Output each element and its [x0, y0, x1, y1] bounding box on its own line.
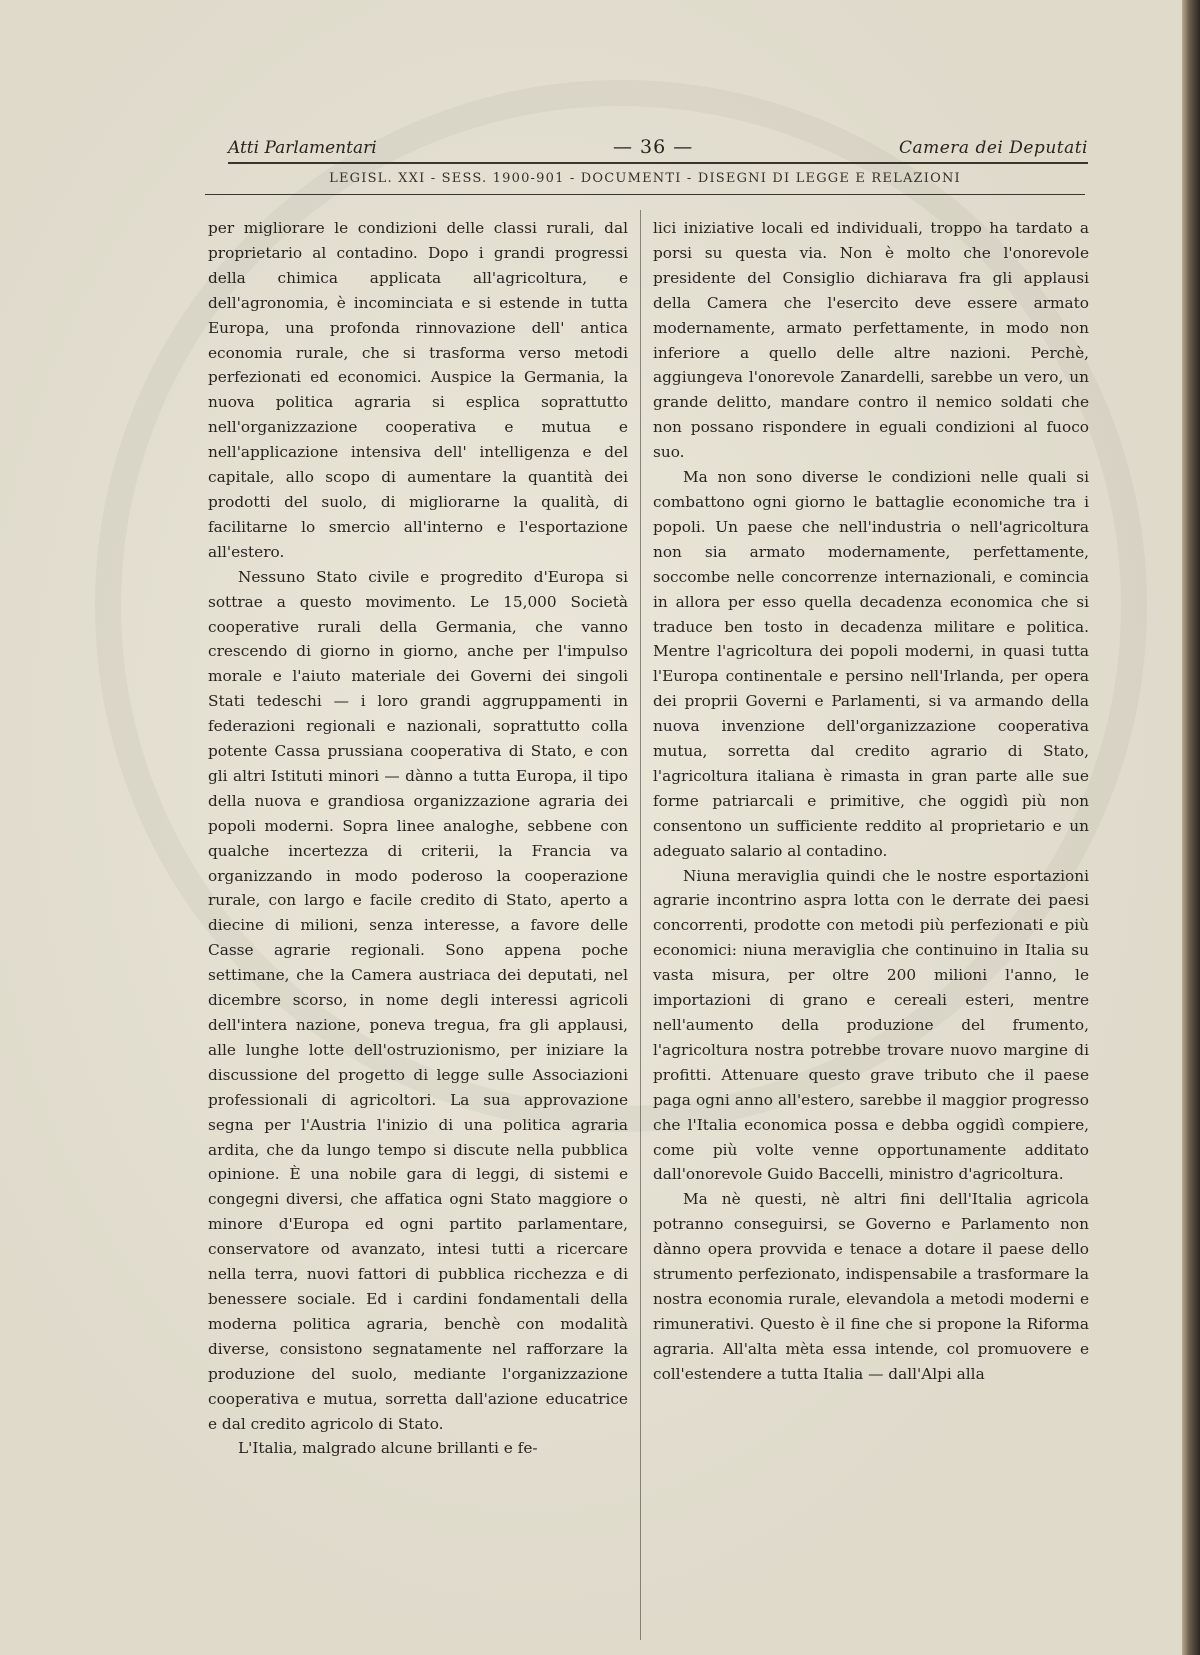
left-paragraph-1: per migliorare le condizioni delle classi rurali, dal proprietario al contadino. Dopo i grandi progressi della chimica applicata all'agricoltura, e dell'agronomia, è incominciata e si estende in tutta Europa, una profonda rinnovazione dell' antica economia rurale, che si trasforma verso metodi perfezionati ed economici. Auspice la Germania, la nuova politica agraria si esplica soprattutto nell'organizzazione cooperativa e mutua e nell'applicazione intensiva dell' intelligenza e del capitale, allo scopo di aumentare la quantità dei prodotti del suolo, di migliorarne la qualità, di facilitarne lo smercio all'interno e l'esportazione all'estero. — [208, 219, 628, 561]
right-column — [653, 216, 1089, 1387]
page-edge — [1182, 0, 1200, 1655]
right-paragraph-3: Niuna meraviglia quindi che le nostre esportazioni agrarie incontrino aspra lotta con le derrate dei paesi concorrenti, prodotte con metodi più perfezionati e più economici: niuna meraviglia che continuino in Italia su vasta misura, per oltre 200 milioni l'anno, le importazioni di grano e cereali esteri, mentre nell'aumento della produzione del frumento, l'agricoltura nostra potrebbe trovare nuovo margine di profitti. Attenuare questo grave tributo che il paese paga ogni anno all'estero, sarebbe il maggior progresso che l'Italia economica possa e debba oggidì compiere, come più volte venne opportunamente additato dall'onorevole Guido Baccelli, ministro d'agricoltura. — [653, 866, 1089, 1184]
page-number: — 36 — — [613, 136, 694, 158]
left-paragraph-3: L'Italia, malgrado alcune brillanti e fe- — [238, 1439, 538, 1458]
right-paragraph-2: Ma non sono diverse le condizioni nelle quali si combattono ogni giorno le battaglie economiche tra i popoli. Un paese che nell'industria o nell'agricoltura non sia armato modernamente, perfettamente, soccombe nelle concorrenze internazionali, e comincia in allora per esso quella decadenza economica che si traduce ben tosto in decadenza militare e politica. Mentre l'agricoltura dei popoli moderni, in quasi tutta l'Europa continentale e persino nell'Irlanda, per opera dei proprii Governi e Parlamenti, si va armando della nuova invenzione dell'organizzazione cooperativa mutua, sorretta dal credito agrario di Stato, l'agricoltura italiana è rimasta in gran parte alle sue forme patriarcali e primitive, che oggidì più non consentono un sufficiente reddito al proprietario e un adeguato salario al contadino. — [653, 468, 1089, 860]
running-header — [228, 136, 1088, 164]
left-column — [208, 216, 628, 1461]
header-subtitle: LEGISL. XXI - SESS. 1900-901 - DOCUMENTI - DISEGNI DI LEGGE E RELAZIONI — [205, 168, 1085, 195]
left-paragraph-2: Nessuno Stato civile e progredito d'Europa si sottrae a questo movimento. Le 15,000 Società cooperative rurali della Germania, che vanno crescendo di giorno in giorno, anche per l'impulso morale e l'aiuto materiale dei Governi dei singoli Stati tedeschi — i loro grandi aggruppamenti in federazioni regionali e nazionali, soprattutto colla potente Cassa prussiana cooperativa di Stato, e con gli altri Istituti minori — dànno a tutta Europa, il tipo della nuova e grandiosa organizzazione agraria dei popoli moderni. Sopra linee analoghe, sebbene con qualche incertezza di criterii, la Francia va organizzando in modo poderoso la cooperazione rurale, con largo e facile credito di Stato, aperto a diecine di milioni, senza interesse, a favore delle Casse agrarie regionali. Sono appena poche settimane, che la Camera austriaca dei deputati, nel dicembre scorso, in nome degli interessi agricoli dell'intera nazione, poneva tregua, fra gli applausi, alle lunghe lotte dell'ostruzionismo, per iniziare la discussione del progetto di legge sulle Associazioni professionali di agricoltori. La sua approvazione segna per l'Austria l'inizio di una politica agraria ardita, che da lungo tempo si discute nella pubblica opinione. È una nobile gara di leggi, di sistemi e congegni diversi, che affatica ogni Stato maggiore o minore d'Europa ed ogni partito parlamentare, conservatore od avanzato, intesi tutti a ricercare nella terra, nuovi fattori di pubblica ricchezza e di benessere sociale. Ed i cardini fondamentali della moderna politica agraria, benchè con modalità diverse, consistono segnatamente nel rafforzare la produzione del suolo, mediante l'organizzazione cooperativa e mutua, sorretta dall'azione educatrice e dal credito agricolo di Stato. — [208, 567, 628, 1433]
column-divider — [640, 210, 641, 1640]
header-right-label: Camera dei Deputati — [898, 138, 1088, 158]
right-paragraph-1: lici iniziative locali ed individuali, troppo ha tardato a porsi su questa via. Non è molto che l'onorevole presidente del Consiglio dichiarava fra gli applausi della Camera che l'esercito deve essere armato modernamente, armato perfettamente, in modo non inferiore a quello delle altre nazioni. Perchè, aggiungeva l'onorevole Zanardelli, sarebbe un vero, un grande delitto, mandare contro il nemico soldati che non possano rispondere in eguali condizioni al fuoco suo. — [653, 219, 1089, 462]
right-paragraph-4: Ma nè questi, nè altri fini dell'Italia agricola potranno conseguirsi, se Governo e Parlamento non dànno opera provvida e tenace a dotare il paese dello strumento perfezionato, indispensabile a trasformare la nostra economia rurale, elevandola a metodi moderni e rimunerativi. Questo è il fine che si propone la Riforma agraria. All'alta mèta essa intende, col promuovere e coll'estendere a tutta Italia — dall'Alpi alla — [653, 1190, 1089, 1383]
header-left-label: Atti Parlamentari — [228, 138, 377, 158]
